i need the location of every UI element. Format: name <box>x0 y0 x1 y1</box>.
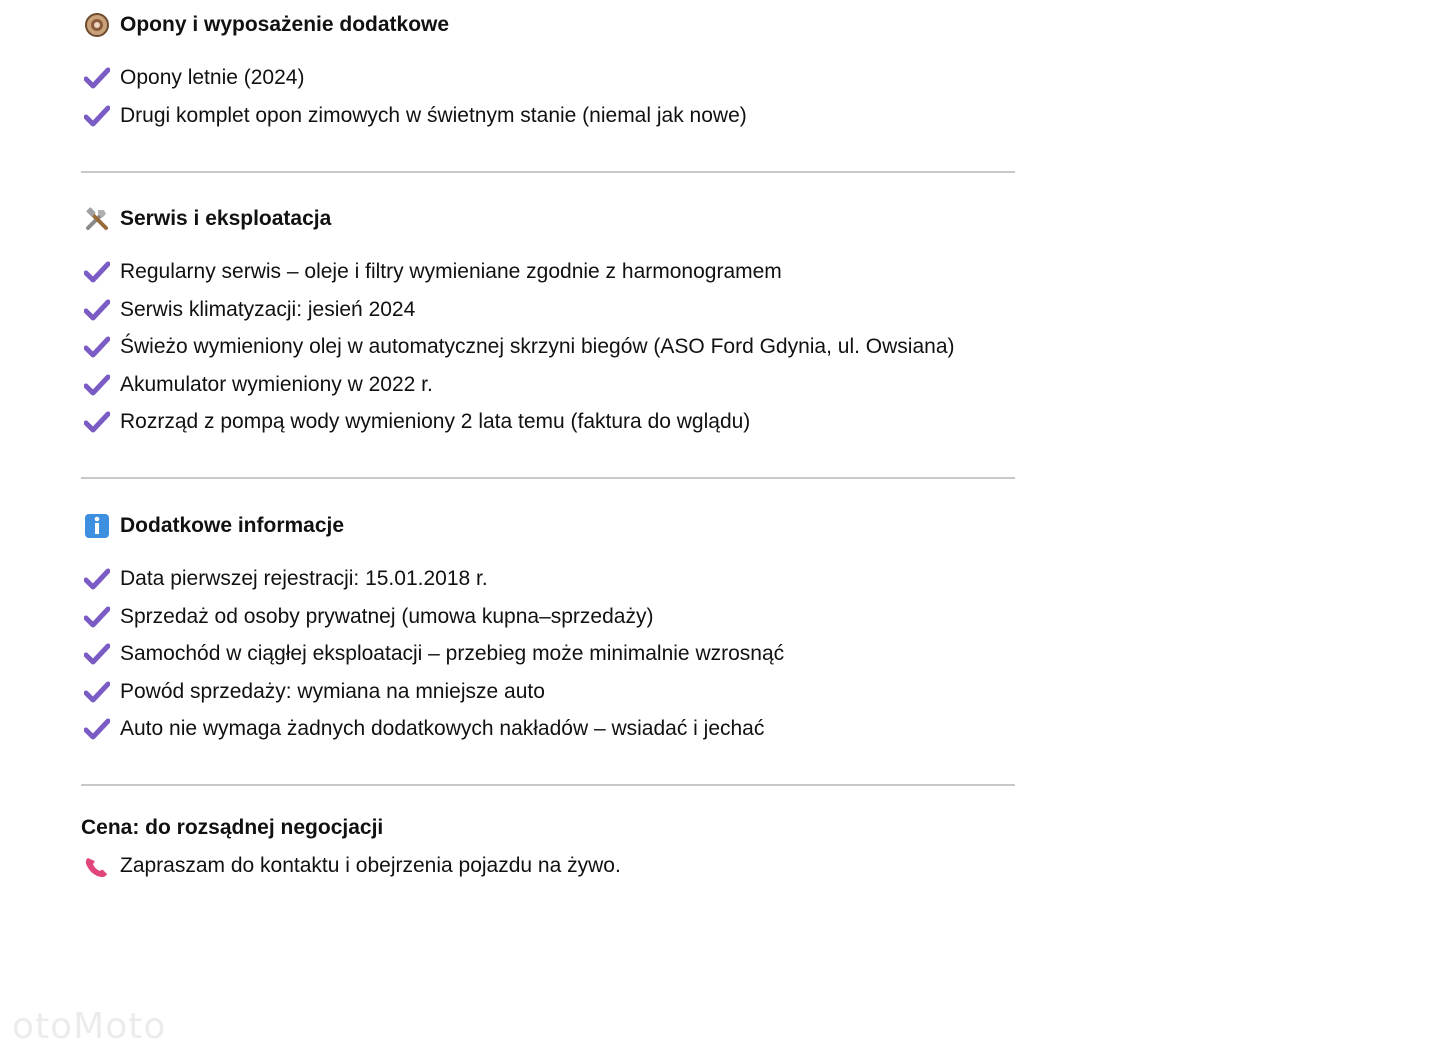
section-heading-tires: Opony i wyposażenie dodatkowe <box>84 10 449 40</box>
list-item: Regularny serwis – oleje i filtry wymieniane zgodnie z harmonogramem <box>84 257 782 287</box>
watermark-logo: otoMoto <box>12 1006 167 1047</box>
section-heading-service: Serwis i eksploatacja <box>84 204 331 234</box>
check-icon <box>84 374 110 396</box>
check-icon <box>84 606 110 628</box>
divider <box>81 477 1015 479</box>
info-icon <box>84 513 110 539</box>
steering-wheel-icon <box>84 12 110 38</box>
price-label: Cena: do rozsądnej negocjacji <box>81 816 384 839</box>
list-item: Akumulator wymieniony w 2022 r. <box>84 370 433 400</box>
list-item: Powód sprzedaży: wymiana na mniejsze auto <box>84 677 545 707</box>
check-icon <box>84 261 110 283</box>
check-icon <box>84 299 110 321</box>
list-item: Samochód w ciągłej eksploatacji – przebieg może minimalnie wzrosnąć <box>84 639 784 669</box>
list-item: Data pierwszej rejestracji: 15.01.2018 r. <box>84 564 488 594</box>
check-icon <box>84 681 110 703</box>
contact-line: Zapraszam do kontaktu i obejrzenia pojazdu na żywo. <box>84 851 621 881</box>
check-icon <box>84 411 110 433</box>
check-icon <box>84 718 110 740</box>
list-item: Auto nie wymaga żadnych dodatkowych nakładów – wsiadać i jechać <box>84 714 764 744</box>
divider <box>81 784 1015 786</box>
check-icon <box>84 336 110 358</box>
list-item: Serwis klimatyzacji: jesień 2024 <box>84 295 415 325</box>
check-icon <box>84 568 110 590</box>
section-heading-info: Dodatkowe informacje <box>84 511 344 541</box>
check-icon <box>84 105 110 127</box>
divider <box>81 171 1015 173</box>
phone-icon <box>84 855 110 877</box>
check-icon <box>84 67 110 89</box>
tools-icon <box>84 206 110 232</box>
list-item: Rozrząd z pompą wody wymieniony 2 lata temu (faktura do wglądu) <box>84 407 750 437</box>
list-item: Opony letnie (2024) <box>84 63 304 93</box>
list-item: Świeżo wymieniony olej w automatycznej skrzyni biegów (ASO Ford Gdynia, ul. Owsiana) <box>84 332 955 362</box>
list-item: Sprzedaż od osoby prywatnej (umowa kupna–sprzedaży) <box>84 602 653 632</box>
check-icon <box>84 643 110 665</box>
list-item: Drugi komplet opon zimowych w świetnym stanie (niemal jak nowe) <box>84 101 747 131</box>
